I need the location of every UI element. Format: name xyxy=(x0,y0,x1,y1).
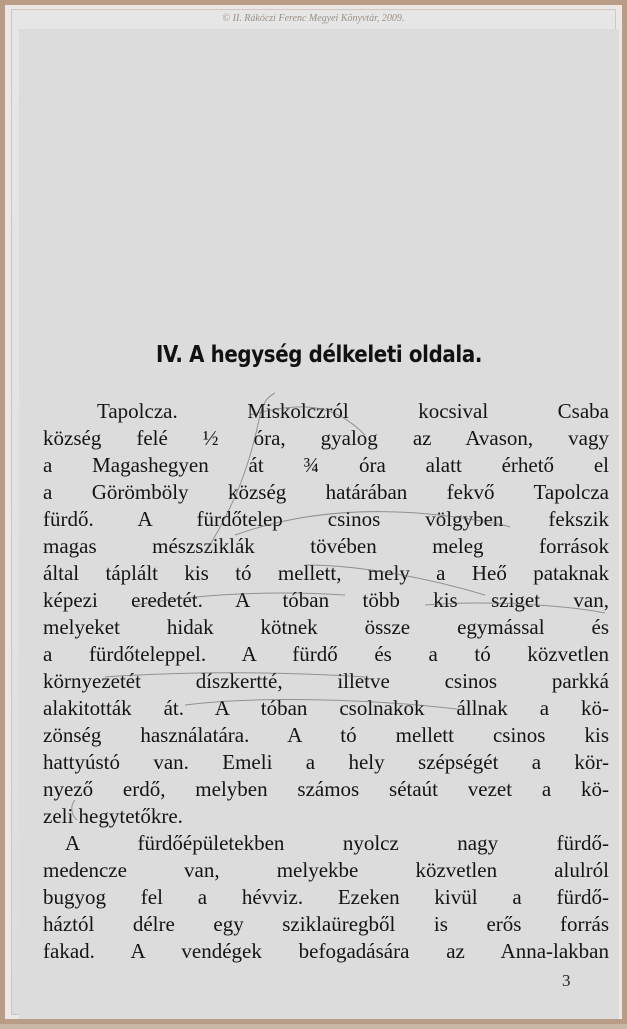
chapter-title: IV. A hegység délkeleti oldala. xyxy=(155,342,483,368)
text-line: környezetét díszkertté, illetve csinos parkká xyxy=(43,669,609,693)
text-line: Tapolcza. Miskolczról kocsival Csaba xyxy=(97,399,609,423)
text-line: által táplált kis tó mellett, mely a Heő pataknak xyxy=(43,561,609,585)
page-number: 3 xyxy=(562,971,571,990)
text-line: község felé ½ óra, gyalog az Avason, vagy xyxy=(43,426,609,450)
book-page xyxy=(19,29,619,1019)
text-line: magas mészsziklák tövében meleg források xyxy=(43,534,609,558)
text-line: zeli hegytetőkre. xyxy=(43,804,183,828)
text-line: háztól délre egy sziklaüregből is erős forrás xyxy=(43,912,609,936)
copyright-notice: © II. Rákóczi Ferenc Megyei Könyvtár, 2009. xyxy=(222,13,405,24)
text-line: a fürdőteleppel. A fürdő és a tó közvetlen xyxy=(43,642,609,666)
text-line: fakad. A vendégek befogadására az Anna-lakban xyxy=(43,939,609,963)
text-line: alakitották át. A tóban csolnakok állnak a kö- xyxy=(43,696,609,720)
text-line: hattyústó van. Emeli a hely szépségét a kör- xyxy=(43,750,609,774)
text-line: nyező erdő, melyben számos sétaút vezet a kö- xyxy=(43,777,609,801)
text-line: a Magashegyen át ¾ óra alatt érhető el xyxy=(43,453,609,477)
text-line: bugyog fel a hévviz. Ezeken kivül a fürdő- xyxy=(43,885,609,909)
text-line: medencze van, melyekbe közvetlen alulról xyxy=(43,858,609,882)
text-line: a Görömböly község határában fekvő Tapolcza xyxy=(43,480,609,504)
text-line: zönség használatára. A tó mellett csinos kis xyxy=(43,723,609,747)
text-line: képezi eredetét. A tóban több kis sziget van, xyxy=(43,588,609,612)
text-line: melyeket hidak kötnek össze egymással és xyxy=(43,615,609,639)
text-line: A fürdőépületekben nyolcz nagy fürdő- xyxy=(65,831,609,855)
text-line: fürdő. A fürdőtelep csinos völgyben fekszik xyxy=(43,507,609,531)
